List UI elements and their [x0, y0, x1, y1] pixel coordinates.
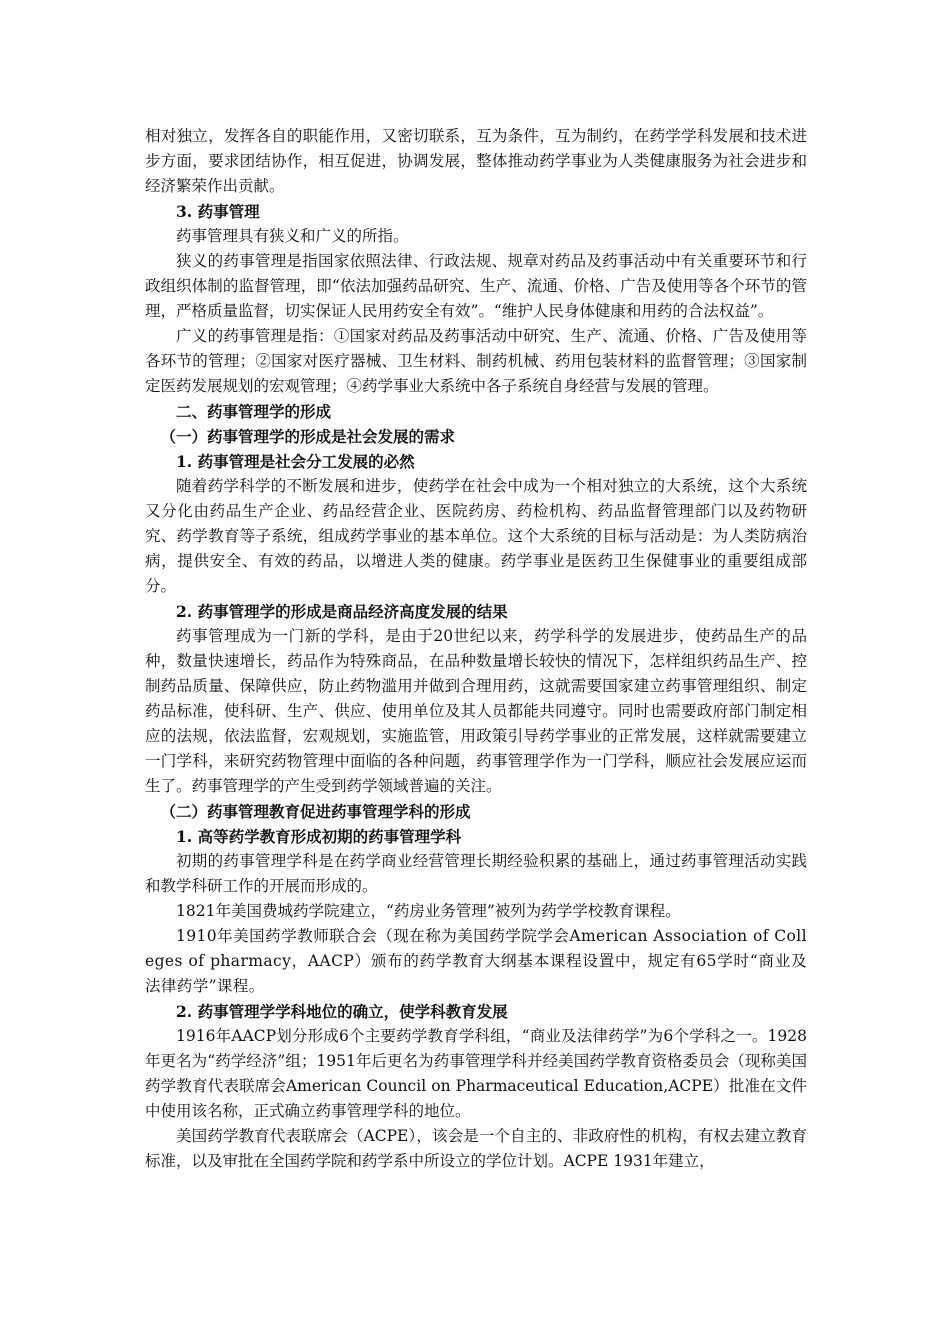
paragraph-scope: 药事管理具有狭义和广义的所指。	[176, 227, 409, 245]
paragraph-early-discipline: 初期的药事管理学科是在药学商业经营管理长期经验积累的基础上，通过药事管理活动实践和教学科研工作的开展而形成的。	[145, 852, 807, 895]
paragraph-narrow-definition: 狭义的药事管理是指国家依照法律、行政法规、规章对药品及药事活动中有关重要环节和行政组织体制的监督管理，即“依法加强药品研究、生产、流通、价格、广告及使用等各个环节的管理，严格质量监督，切实保证人民用药安全有效”。“维护人民身体健康和用药的合法权益”。	[145, 252, 807, 320]
document-page	[145, 124, 807, 1174]
heading-2-discipline-status: 2. 药事管理学学科地位的确立，使学科教育发展	[176, 1002, 508, 1021]
paragraph-social-division: 随着药学科学的不断发展和进步，使药学在社会中成为一个相对独立的大系统，这个大系统又分化由药品生产企业、药品经营企业、医院药房、药检机构、药品监督管理部门以及药物研究、药学教育等子系统，组成药学事业的基本单位。这个大系统的目标与活动是：为人类防病治病，提供安全、有效的药品，以增进人类的健康。药学事业是医药卫生保健事业的重要组成部分。	[145, 477, 807, 595]
paragraph-broad-definition: 广义的药事管理是指：①国家对药品及药事活动中研究、生产、流通、价格、广告及使用等各环节的管理；②国家对医疗器械、卫生材料、制药机械、药用包装材料的监督管理；③国家制定医药发展规划的宏观管理；④药学事业大系统中各子系统自身经营与发展的管理。	[145, 327, 807, 395]
heading-2-commodity-economy: 2. 药事管理学的形成是商品经济高度发展的结果	[176, 602, 508, 621]
paragraph-acpe: 美国药学教育代表联席会（ACPE），该会是一个自主的、非政府性的机构，有权去建立教育标准，以及审批在全国药学院和药学系中所设立的学位计划。ACPE 1931年建立，	[145, 1127, 807, 1170]
paragraph-1821: 1821年美国费城药学院建立，“药房业务管理”被列为药学学校教育课程。	[176, 902, 681, 920]
paragraph-1916: 1916年AACP划分形成6个主要药学教育学科组，“商业及法律药学”为6个学科之一。1928年更名为“药学经济”组；1951年后更名为药事管理学科并经美国药学教育资格委员会（现称美国药学教育代表联席会American Council on Pharmaceutical Education,ACPE）批准在文件中使用该名称，正式确立药事管理学科的地位。	[145, 1027, 807, 1120]
paragraph-intro-continued: 相对独立，发挥各自的职能作用，又密切联系，互为条件，互为制约，在药学学科发展和技术进步方面，要求团结协作，相互促进，协调发展，整体推动药学事业为人类健康服务为社会进步和经济繁荣作出贡献。	[145, 127, 807, 195]
heading-1-social-division: 1. 药事管理是社会分工发展的必然	[176, 452, 415, 471]
paragraph-commodity-economy: 药事管理成为一门新的学科，是由于20世纪以来，药学科学的发展进步，使药品生产的品种，数量快速增长，药品作为特殊商品，在品种数量增长较快的情况下，怎样组织药品生产、控制药品质量、保障供应，防止药物滥用并做到合理用药，这就需要国家建立药事管理组织、制定药品标准，使科研、生产、供应、使用单位及其人员都能共同遵守。同时也需要政府部门制定相应的法规，依法监督，宏观规划，实施监管，用政策引导药学事业的正常发展，这样就需要建立一门学科，来研究药物管理中面临的各种问题，药事管理学作为一门学科，顺应社会发展应运而生了。药事管理学的产生受到药学领域普遍的关注。	[145, 627, 807, 795]
section-heading-formation: 二、药事管理学的形成	[176, 402, 332, 421]
heading-3-pharmacy-administration: 3. 药事管理	[176, 202, 260, 221]
heading-1-early-discipline: 1. 高等药学教育形成初期的药事管理学科	[176, 827, 462, 846]
subsection-heading-education: （二）药事管理教育促进药事管理学科的形成	[160, 802, 471, 821]
subsection-heading-social-need: （一）药事管理学的形成是社会发展的需求	[160, 427, 456, 446]
paragraph-1910: 1910年美国药学教师联合会（现在称为美国药学院学会American Association of Colleges of pharmacy，AACP）颁布的药学教育大纲基本课程设置中，规定有65学时“商业及法律药学”课程。	[145, 927, 807, 995]
